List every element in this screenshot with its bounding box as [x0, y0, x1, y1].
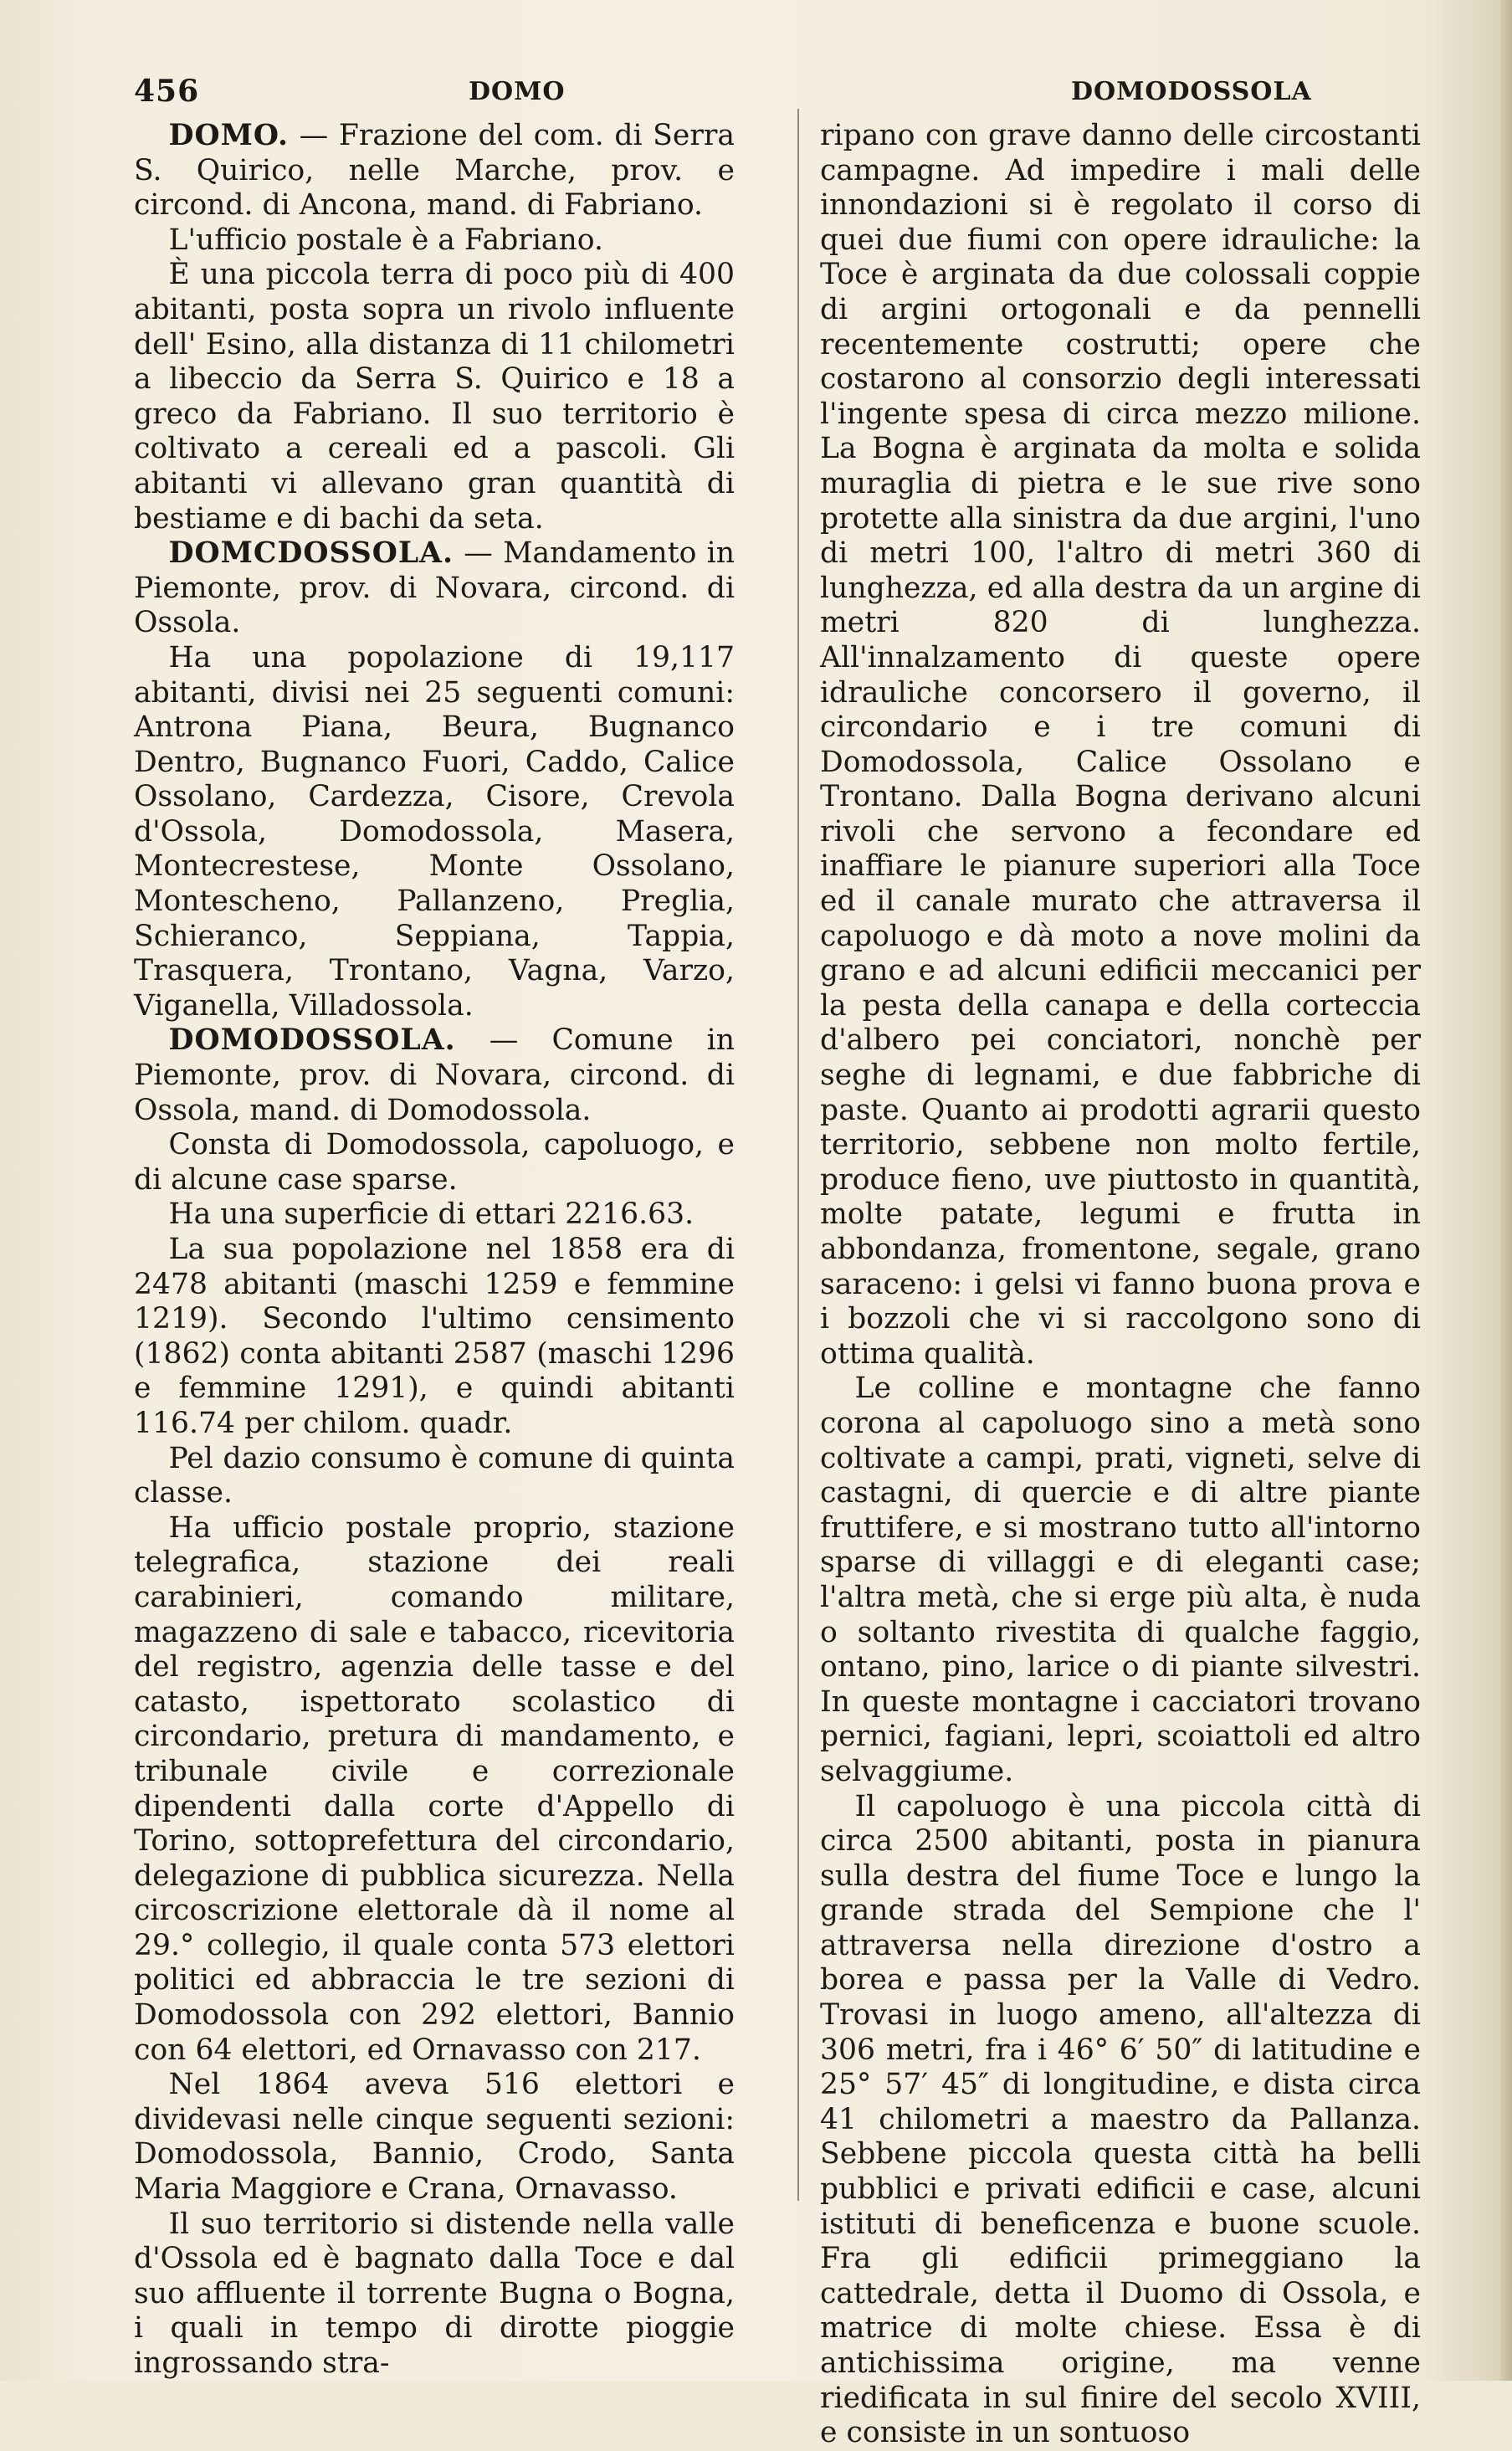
paragraph: Il capoluogo è una piccola città di circa 2500 abitanti, posta in pianura sulla destra del fiume Toce e lungo la grande strada del Sempione che l' attraversa nella direzione d'ostro a borea e passa per la Valle di Vedro. Trovasi in luogo ameno, all'altezza di 306 metri, fra i 46° 6′ 50″ di latitudine e 25° 57′ 45″ di longitudine, e dista circa 41 chilometri a maestro da Pallanza. Sebbene piccola questa città ha belli pubblici e privati edificii e case, alcuni istituti di beneficenza e buone scuole. Fra gli edificii primeggiano la cattedrale, detta il Duomo di Ossola, e matrice di molte chiese. Essa è di antichissima origine, ma venne riedificata in sul finire del secolo XVIII, e consiste in un sontuoso [820, 1789, 1421, 2450]
entry-headword: DOMO. [168, 119, 290, 152]
paragraph-continuation: ripano con grave danno delle circostanti campagne. Ad impedire i mali delle innondazioni si è regolato il corso di quei due fiumi con opere idrauliche: la Toce è arginata da due colossali coppie di argini ortogonali e da pennelli recentemente costrutti; opere che costarono al consorzio degli interessati l'ingente spesa di circa mezzo milione. La Bogna è arginata da molta e solida muraglia di pietra e le sue rive sono protette alla sinistra da due argini, l'uno di metri 100, l'altro di metri 360 di lunghezza, ed alla destra da un argine di metri 820 di lunghezza. All'innalzamento di queste opere idrauliche concorsero il governo, il circondario e i tre comuni di Domodossola, Calice Ossolano e Trontano. Dalla Bogna derivano alcuni rivoli che servono a fecondare ed inaffiare le pianure superiori alla Toce ed il canale murato che attraversa il capoluogo e dà moto a nove molini da grano e ad alcuni edificii meccanici per la pesta della canapa e della corteccia d'albero pei conciatori, nonchè per seghe di legnami, e due fabbriche di paste. Quanto ai prodotti agrarii questo territorio, sebbene non molto fertile, produce fieno, uve piuttosto in quantità, molte patate, legumi e frutta in abbondanza, fromentone, segale, grano saraceno: i gelsi vi fanno buona prova e i bozzoli che vi si raccolgono sono di ottima qualità. [820, 119, 1421, 1371]
paragraph: Nel 1864 aveva 516 elettori e dividevasi nelle cinque seguenti sezioni: Domodossola, Bannio, Crodo, Santa Maria Maggiore e Crana, Ornavasso. [134, 2068, 735, 2207]
paragraph: Consta di Domodossola, capoluogo, e di alcune case sparse. [134, 1128, 735, 1197]
paragraph: Pel dazio consumo è comune di quinta classe. [134, 1441, 735, 1510]
paragraph: La sua popolazione nel 1858 era di 2478 abitanti (maschi 1259 e femmine 1219). Secondo l'ultimo censimento (1862) conta abitanti 2587 (maschi 1296 e femmine 1291), e quindi abitanti 116.74 per chilom. quadr. [134, 1233, 735, 1440]
entry-text: — Mandamento in Piemonte, prov. di Novara, circond. di Ossola. [134, 536, 735, 640]
paragraph: Ha una superficie di ettari 2216.63. [168, 1197, 694, 1232]
running-head-right: DOMODOSSOLA [1071, 77, 1312, 106]
entry-text: — Comune in Piemonte, prov. di Novara, circond. di Ossola, mand. di Domodossola. [134, 1023, 735, 1127]
column-divider [797, 109, 799, 2201]
paragraph: Ha una popolazione di 19,117 abitanti, divisi nei 25 seguenti comuni: Antrona Piana, Beura, Bugnanco Dentro, Bugnanco Fuori, Caddo, Calice Ossolano, Cardezza, Cisore, Crevola d'Ossola, Domodossola, Masera, Montecrestese, Monte Ossolano, Montescheno, Pallanzeno, Preglia, Schieranco, Seppiana, Tappia, Trasquera, Trontano, Vagna, Varzo, Viganella, Villadossola. [134, 640, 735, 1023]
right-column [820, 119, 1421, 2451]
entry-headword: DOMCDOSSOLA. [168, 536, 454, 571]
left-column [134, 119, 735, 2382]
paragraph: È una piccola terra di poco più di 400 abitanti, posta sopra un rivolo influente dell' Esino, alla distanza di 11 chilometri a libeccio da Serra S. Quirico e 18 a greco da Fabriano. Il suo territorio è coltivato a cereali ed a pascoli. Gli abitanti vi allevano gran quantità di bestiame e di bachi da seta. [134, 258, 735, 536]
running-head [134, 74, 1456, 112]
entry-text: — Frazione del com. di Serra S. Quirico, nelle Marche, prov. e circond. di Ancona, mand. di Fabriano. [134, 119, 735, 223]
running-head-left: DOMO [469, 77, 566, 106]
paragraph: Il suo territorio si distende nella valle d'Ossola ed è bagnato dalla Toce e dal suo affluente il torrente Bugna o Bogna, i quali in tempo di dirotte pioggie ingrossando stra- [134, 2207, 735, 2380]
page-number: 456 [134, 74, 200, 109]
paragraph [134, 536, 735, 641]
page-edge [1500, 0, 1512, 2381]
paragraph [134, 119, 735, 223]
paragraph: L'ufficio postale è a Fabriano. [168, 223, 603, 257]
paragraph: Ha ufficio postale proprio, stazione telegrafica, stazione dei reali carabinieri, comando militare, magazzeno di sale e tabacco, ricevitoria del registro, agenzia delle tasse e del catasto, ispettorato scolastico di circondario, pretura di mandamento, e tribunale civile e correzionale dipendenti dalla corte d'Appello di Torino, sottoprefettura del circondario, delegazione di pubblica sicurezza. Nella circoscrizione elettorale dà il nome al 29.° collegio, il quale conta 573 elettori politici ed abbraccia le tre sezioni di Domodossola con 292 elettori, Bannio con 64 elettori, ed Ornavasso con 217. [134, 1510, 735, 2067]
paragraph [134, 1023, 735, 1128]
entry-headword: DOMODOSSOLA. [168, 1023, 456, 1058]
paragraph: Le colline e montagne che fanno corona al capoluogo sino a metà sono coltivate a campi, prati, vigneti, selve di castagni, di quercie e di altre piante fruttifere, e si mostrano tutto all'intorno sparse di villaggi e di eleganti case; l'altra metà, che si erge più alta, è nuda o soltanto rivestita di qualche faggio, ontano, pino, larice o di piante silvestri. In queste montagne i cacciatori trovano pernici, fagiani, lepri, scoiattoli ed altro selvaggiume. [820, 1372, 1421, 1788]
